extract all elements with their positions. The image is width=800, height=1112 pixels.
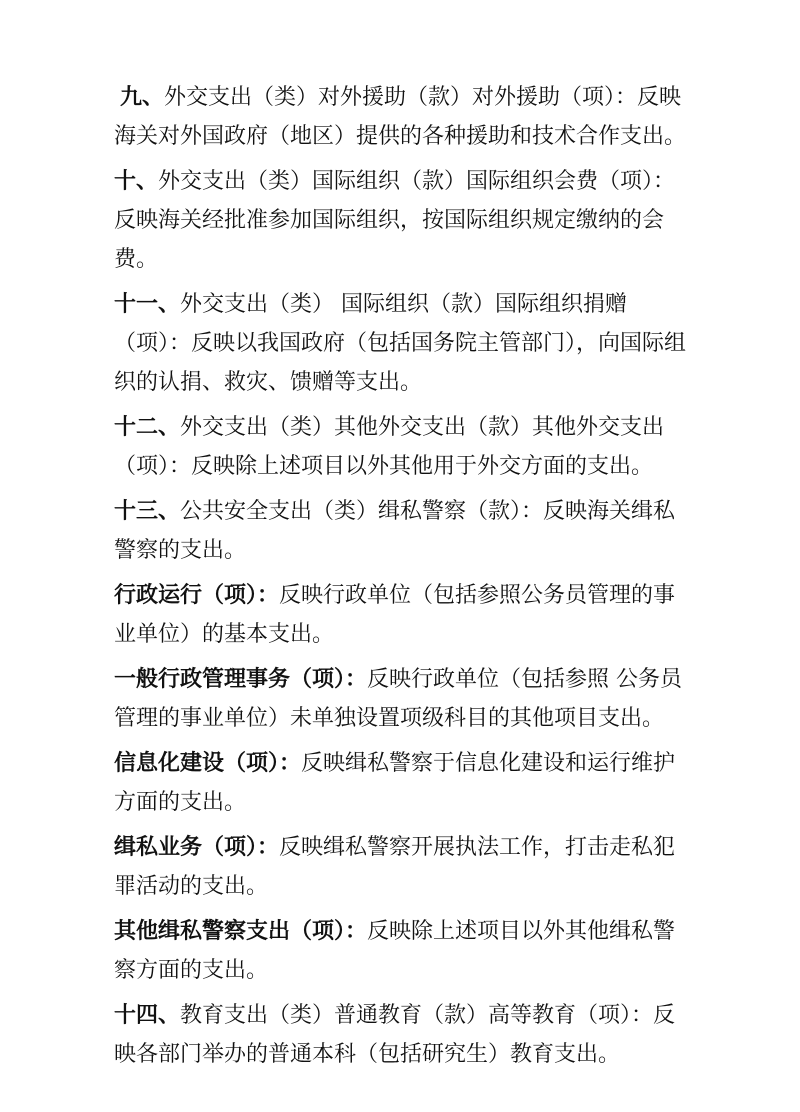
paragraph-lead: 十四、 bbox=[114, 1003, 181, 1028]
paragraph-text: 教育支出（类）普通教育（款）高等教育（项）：反映各部门举办的普通本科（包括研究生）教育支出。 bbox=[114, 1003, 676, 1067]
paragraph-lead: 九、 bbox=[120, 85, 165, 110]
paragraph-lead: 十、 bbox=[114, 169, 159, 194]
paragraph-item-12 bbox=[114, 408, 694, 486]
paragraph-lead: 信息化建设（项）： bbox=[114, 751, 302, 776]
paragraph-item-10 bbox=[114, 162, 694, 279]
paragraph-text: 公共安全支出（类）缉私警察（款）：反映海关缉私警察的支出。 bbox=[114, 499, 676, 563]
paragraph-item-13 bbox=[114, 492, 694, 570]
paragraph-admin-operation bbox=[114, 576, 694, 654]
paragraph-item-14 bbox=[114, 996, 694, 1074]
paragraph-text: 反映除上述项目以外其他缉私警察方面的支出。 bbox=[114, 919, 676, 983]
paragraph-lead: 缉私业务（项）： bbox=[114, 835, 280, 860]
paragraph-lead: 行政运行（项）： bbox=[114, 583, 280, 608]
paragraph-text: 外交支出（类）对外援助（款）对外援助（项）：反映海关对外国政府（地区）提供的各种援助和技术合作支出。 bbox=[114, 85, 687, 149]
document-page bbox=[114, 78, 694, 1080]
paragraph-anti-smuggling-business bbox=[114, 828, 694, 906]
paragraph-text: 反映行政单位（包括参照 公务员管理的事业单位）未单独设置项级科目的其他项目支出。 bbox=[114, 667, 683, 731]
paragraph-other-anti-smuggling bbox=[114, 912, 694, 990]
paragraph-it-construction bbox=[114, 744, 694, 822]
paragraph-text: 反映缉私警察开展执法工作，打击走私犯罪活动的支出。 bbox=[114, 835, 676, 899]
paragraph-item-11 bbox=[114, 285, 694, 402]
paragraph-lead: 一般行政管理事务（项）： bbox=[114, 667, 368, 692]
paragraph-general-admin-affairs bbox=[114, 660, 694, 738]
paragraph-text: 外交支出（类）其他外交支出（款）其他外交支出（项）：反映除上述项目以外其他用于外交方面的支出。 bbox=[114, 415, 665, 479]
paragraph-text: 外交支出（类） 国际组织（款）国际组织捐赠（项）：反映以我国政府（包括国务院主管部门），向国际组织的认捐、救灾、馈赠等支出。 bbox=[114, 292, 687, 395]
paragraph-lead: 十一、 bbox=[114, 292, 181, 317]
paragraph-item-9 bbox=[114, 78, 694, 156]
paragraph-text: 反映行政单位（包括参照公务员管理的事业单位）的基本支出。 bbox=[114, 583, 676, 647]
paragraph-lead: 其他缉私警察支出（项）： bbox=[114, 919, 368, 944]
paragraph-lead: 十三、 bbox=[114, 499, 181, 524]
paragraph-text: 外交支出（类）国际组织（款）国际组织会费（项）：反映海关经批准参加国际组织，按国际组织规定缴纳的会费。 bbox=[114, 169, 676, 272]
paragraph-lead: 十二、 bbox=[114, 415, 181, 440]
paragraph-text: 反映缉私警察于信息化建设和运行维护方面的支出。 bbox=[114, 751, 676, 815]
